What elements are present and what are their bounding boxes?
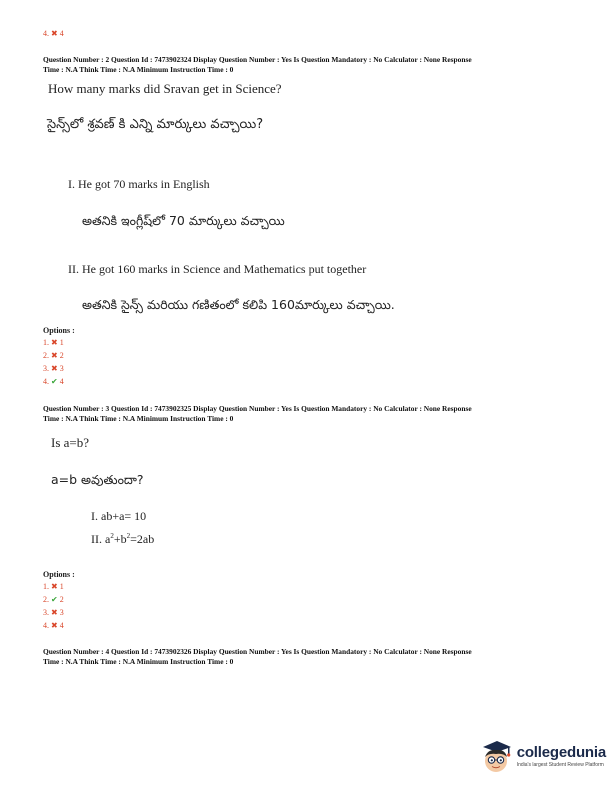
q4-meta: Question Number : 4 Question Id : 7473902326 Display Question Number : Yes Is Question Mandatory : No Calculator : None Response Time : N.A Think Time : N.A Minimum Instruction Time : 0 bbox=[43, 647, 472, 666]
cross-icon: ✖ bbox=[51, 351, 58, 360]
q3-option-2[interactable]: 2. ✔ 2 bbox=[43, 595, 64, 604]
logo-wordmark: collegedunia bbox=[516, 744, 606, 761]
q2-option-3[interactable]: 3. ✖ 3 bbox=[43, 364, 64, 373]
q3-option-1[interactable]: 1. ✖ 1 bbox=[43, 582, 64, 591]
q3-option-3[interactable]: 3. ✖ 3 bbox=[43, 608, 64, 617]
q2-statement-2-te: అతనికి సైన్స్ మరియు గణితంలో కలిపి 160మార్కులు వచ్చాయి. bbox=[82, 297, 395, 312]
q2-option-1[interactable]: 1. ✖ 1 bbox=[43, 338, 64, 347]
q3-option-4[interactable]: 4. ✖ 4 bbox=[43, 621, 64, 630]
q3-statement-2: II. $a^2+b^2=2ab$ bbox=[91, 532, 155, 546]
q2-statement-1-en: I. He got 70 marks in English bbox=[68, 177, 210, 191]
q2-question-en: How many marks did Sravan get in Science? bbox=[48, 81, 282, 96]
collegedunia-logo[interactable] bbox=[479, 738, 606, 774]
cross-icon: ✖ bbox=[51, 582, 58, 591]
q2-option-4[interactable]: 4. ✔ 4 bbox=[43, 377, 64, 386]
q2-option-2[interactable]: 2. ✖ 2 bbox=[43, 351, 64, 360]
q3-options-list bbox=[43, 582, 64, 631]
check-icon: ✔ bbox=[51, 595, 58, 604]
q3-question-en: Is a=b? bbox=[51, 435, 90, 450]
q3-question-te: a=b అవుతుందా? bbox=[51, 472, 144, 487]
cross-icon: ✖ bbox=[51, 364, 58, 373]
q3-options-label: Options : bbox=[43, 570, 75, 579]
prev-option-4: 4. ✖ 4 bbox=[43, 29, 64, 38]
q2-question-te: సైన్స్‌లో శ్రవణ్ కి ఎన్ని మార్కులు వచ్చాయి? bbox=[47, 117, 264, 132]
mascot-icon bbox=[479, 738, 513, 774]
q2-meta: Question Number : 2 Question Id : 7473902324 Display Question Number : Yes Is Question Mandatory : No Calculator : None Response Time : N.A Think Time : N.A Minimum Instruction Time : 0 bbox=[43, 55, 472, 74]
logo-tagline: India's largest Student Review Platform bbox=[516, 762, 604, 768]
cross-icon: ✖ bbox=[51, 29, 58, 38]
cross-icon: ✖ bbox=[51, 621, 58, 630]
cross-icon: ✖ bbox=[51, 608, 58, 617]
q3-statement-1: I. ab+a= 10 bbox=[91, 509, 147, 523]
q2-statement-2-en: II. He got 160 marks in Science and Mathematics put together bbox=[68, 262, 367, 276]
q2-statement-1-te: అతనికి ఇంగ్లీష్‌లో 70 మార్కులు వచ్చాయి bbox=[82, 213, 285, 228]
q2-options-list bbox=[43, 338, 64, 387]
cross-icon: ✖ bbox=[51, 338, 58, 347]
q2-options-label: Options : bbox=[43, 326, 75, 335]
q3-meta: Question Number : 3 Question Id : 7473902325 Display Question Number : Yes Is Question Mandatory : No Calculator : None Response Time : N.A Think Time : N.A Minimum Instruction Time : 0 bbox=[43, 404, 472, 423]
check-icon: ✔ bbox=[51, 377, 58, 386]
